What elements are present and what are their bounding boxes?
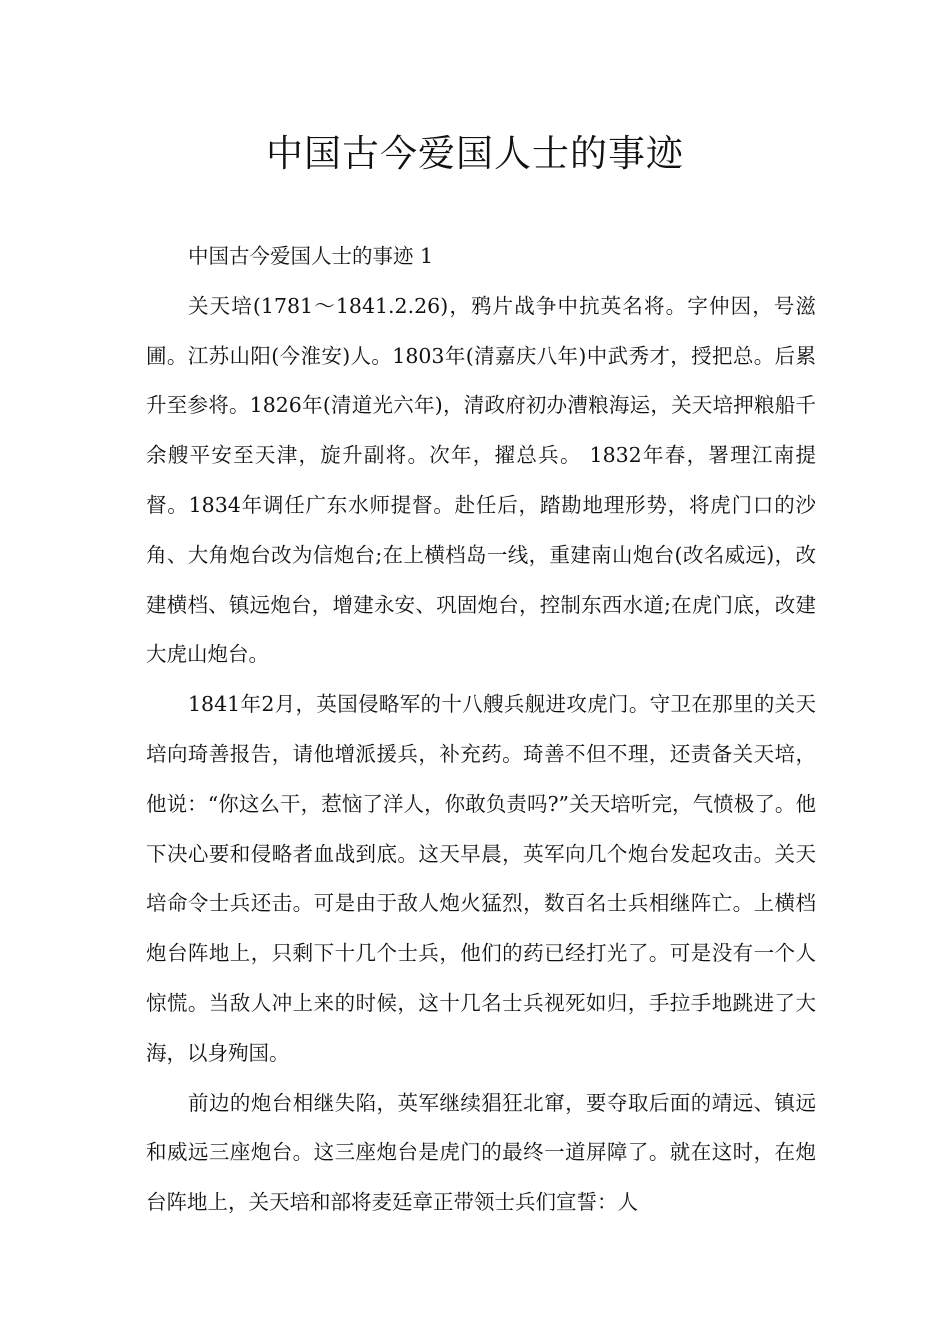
document-title: 中国古今爱国人士的事迹 [266,132,684,175]
paragraph-3: 前边的炮台相继失陷，英军继续猖狂北窜，要夺取后面的靖远、镇远和威远三座炮台。这三座炮台是虎门的最终一道屏障了。就在这时，在炮台阵地上，关天培和部将麦廷章正带领士兵们宣誓：人 [146,1090,816,1215]
document-body [146,232,816,1228]
paragraph-1: 关天培(1781～1841.2.26)，鸦片战争中抗英名将。字仲因，号滋圃。江苏山阳(今淮安)人。1803年(清嘉庆八年)中武秀才，授把总。后累升至参将。1826年(清道光六年)，清政府初办漕粮海运，关天培押粮船千余艘平安至天津，旋升副将。次年，擢总兵。 1832年春，署理江南提督。1834年调任广东水师提督。赴任后，踏勘地理形势，将虎门口的沙角、大角炮台改为信炮台;在上横档岛一线，重建南山炮台(改名威远)，改建横档、镇远炮台，增建永安、巩固炮台，控制东西水道;在虎门底，改建大虎山炮台。 [146,293,816,667]
paragraph-2: 1841年2月，英国侵略军的十八艘兵舰进攻虎门。守卫在那里的关天培向琦善报告，请他增派援兵，补充药。琦善不但不理，还责备关天培，他说：“你这么干，惹恼了洋人，你敢负责吗?”关天培听完，气愤极了。他下决心要和侵略者血战到底。这天早晨，英军向几个炮台发起攻击。关天培命令士兵还击。可是由于敌人炮火猛烈，数百名士兵相继阵亡。上横档炮台阵地上，只剩下十几个士兵，他们的药已经打光了。可是没有一个人惊慌。当敌人冲上来的时候，这十几名士兵视死如归，手拉手地跳进了大海，以身殉国。 [146,692,816,1065]
section-heading: 中国古今爱国人士的事迹 1 [188,244,434,268]
